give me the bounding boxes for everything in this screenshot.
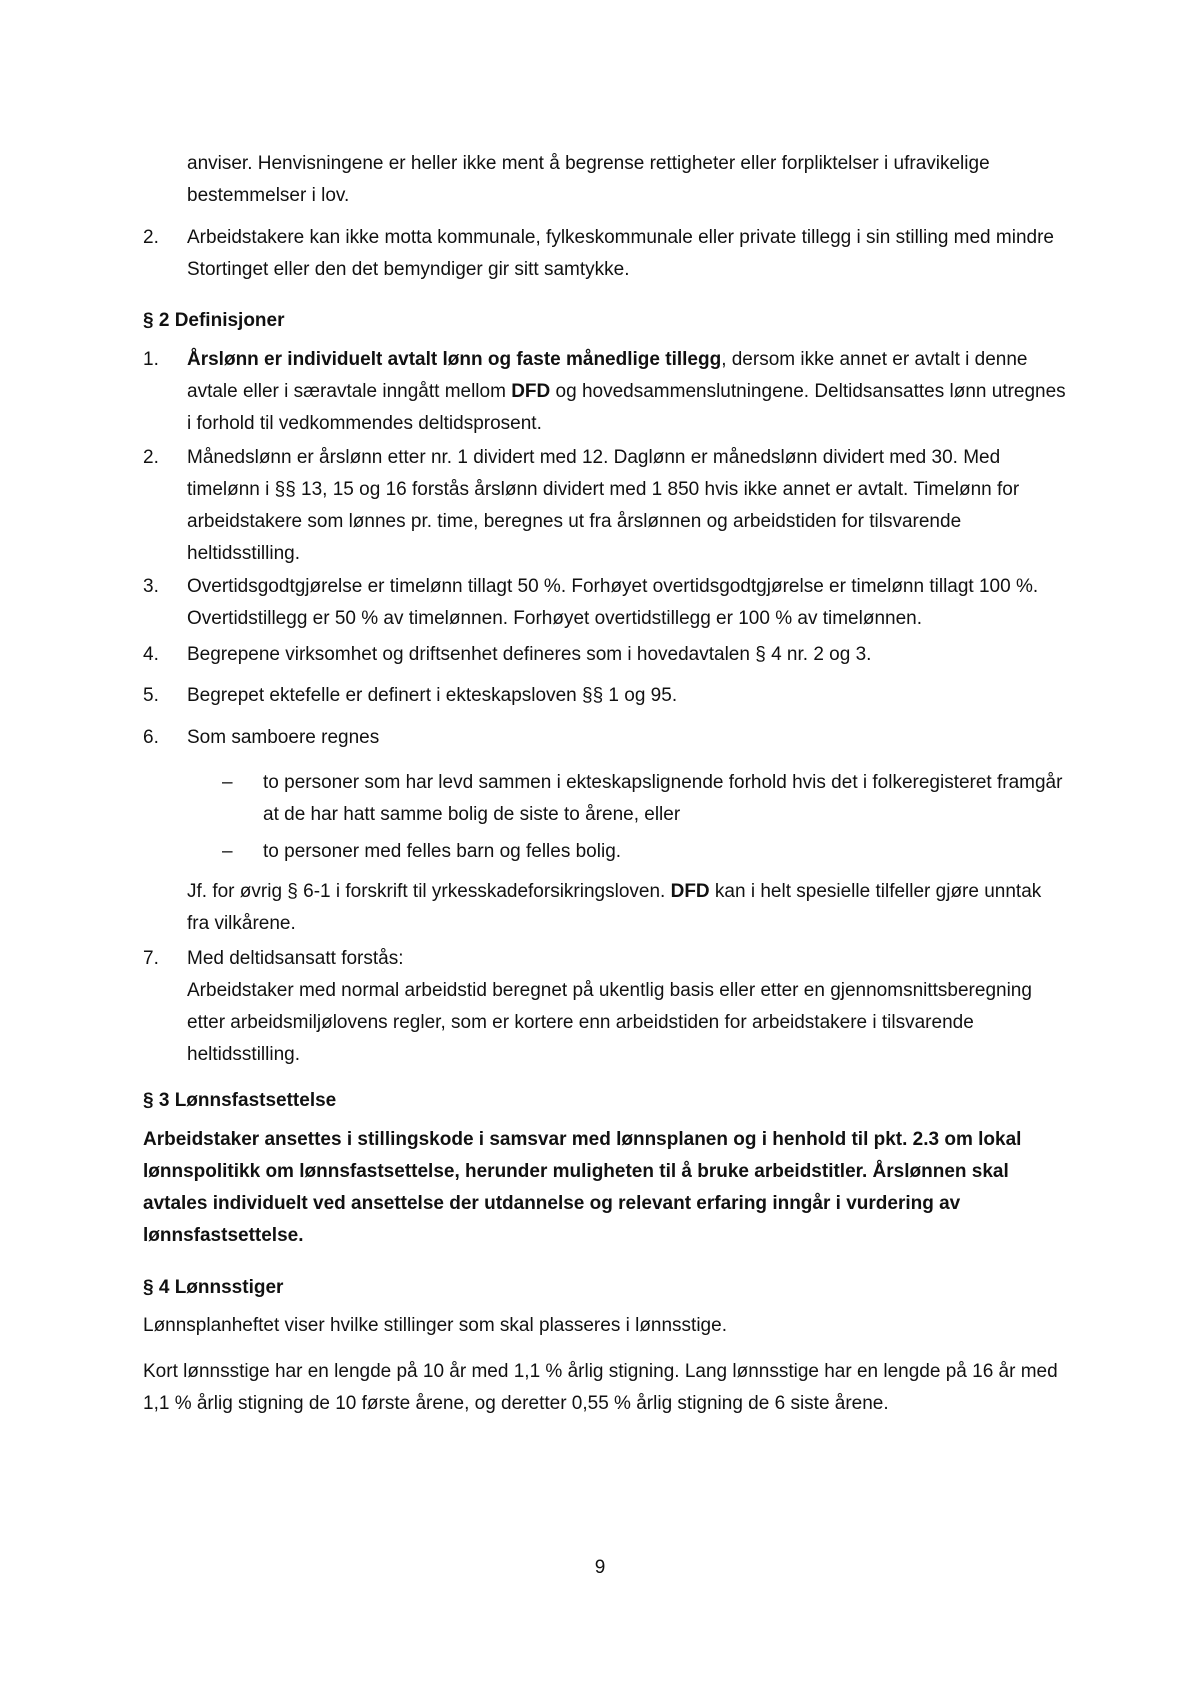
- section-heading-2: § 2 Definisjoner: [143, 310, 285, 331]
- list-text: Arbeidstakere kan ikke motta kommunale, fylkeskommunale eller private tillegg i sin stilling med mindre Stortinget eller den det bemyndiger gir sitt samtykke.: [187, 227, 1054, 280]
- section-heading-4: § 4 Lønnsstiger: [143, 1277, 284, 1298]
- section-heading-3: § 3 Lønnsfastsettelse: [143, 1090, 337, 1111]
- continued-paragraph: [187, 148, 1067, 212]
- list-text: Månedslønn er årslønn etter nr. 1 dividert med 12. Daglønn er månedslønn dividert med 30. Med timelønn i §§ 13, 15 og 16 forstås årslønn dividert med 1 850 hvis ikke annet er avtalt. Timelønn for arbeidstakere som lønnes pr. time, beregnes ut fra årslønnen og arbeidstiden for tilsvarende heltidsstilling.: [187, 447, 1020, 564]
- list-text: Begrepet ektefelle er definert i ekteskapsloven §§ 1 og 95.: [187, 685, 678, 706]
- list-text: [187, 344, 1067, 440]
- list-number: 4.: [143, 644, 159, 665]
- bold-term: Årslønn er individuelt avtalt lønn og faste månedlige tillegg: [187, 349, 722, 370]
- list-text: Overtidsgodtgjørelse er timelønn tillagt 50 %. Forhøyet overtidsgodtgjørelse er timelønn tillagt 100 %. Overtidstillegg er 50 % av timelønnen. Forhøyet overtidstillegg er 100 % av timelønnen.: [187, 576, 1039, 629]
- dash-text: to personer med felles barn og felles bolig.: [263, 841, 622, 862]
- samboer-note: [187, 876, 1067, 940]
- text-part: og hovedsammenslutningene. Deltidsansattes lønn utregnes i forhold til vedkommendes deltidsprosent.: [187, 381, 1066, 434]
- list-number: 2.: [143, 447, 159, 468]
- section-4-paragraph-1: Lønnsplanheftet viser hvilke stillinger som skal plasseres i lønnsstige.: [143, 1315, 727, 1336]
- list-number: 3.: [143, 576, 159, 597]
- dash-bullet: –: [222, 772, 233, 793]
- list-number: 6.: [143, 727, 159, 748]
- dash-bullet: –: [222, 841, 233, 862]
- list-text: Som samboere regnes: [187, 727, 380, 748]
- list-line: Med deltidsansatt forstås:: [187, 948, 404, 969]
- dfd-abbr: DFD: [670, 881, 710, 902]
- list-text: Begrepene virksomhet og driftsenhet defineres som i hovedavtalen § 4 nr. 2 og 3.: [187, 644, 872, 665]
- dfd-abbr: DFD: [511, 381, 551, 402]
- page-number: 9: [594, 1557, 606, 1578]
- list-number: 7.: [143, 948, 159, 969]
- list-number: 2.: [143, 227, 159, 248]
- list-text: Arbeidstaker med normal arbeidstid beregnet på ukentlig basis eller etter en gjennomsnittsberegning etter arbeidsmiljølovens regler, som er kortere enn arbeidstiden for arbeidstakere i tilsvarende heltidsstilling.: [187, 980, 1032, 1065]
- text-part: kan i helt spesielle tilfeller gjøre unntak fra vilkårene.: [187, 881, 1042, 934]
- text-part: Jf. for øvrig § 6-1 i forskrift til yrkesskadeforsikringsloven.: [187, 881, 671, 902]
- text-part: , dersom ikke annet er avtalt i denne avtale eller i særavtale inngått mellom: [187, 349, 1028, 402]
- continued-text: anviser. Henvisningene er heller ikke ment å begrense rettigheter eller forpliktelser i ufravikelige bestemmelser i lov.: [187, 153, 990, 206]
- section-3-text: Arbeidstaker ansettes i stillingskode i samsvar med lønnsplanen og i henhold til pkt. 2.3 om lokal lønnspolitikk om lønnsfastsettelse, herunder muligheten til å bruke arbeidstitler. Årslønnen skal avtales individuelt ved ansettelse der utdannelse og relevant erfaring inngår i vurdering av lønnsfastsettelse.: [143, 1129, 1022, 1246]
- list-number: 1.: [143, 349, 159, 370]
- list-number: 5.: [143, 685, 159, 706]
- section-4-paragraph-2: Kort lønnsstige har en lengde på 10 år med 1,1 % årlig stigning. Lang lønnsstige har en lengde på 16 år med 1,1 % årlig stigning de 10 første årene, og deretter 0,55 % årlig stigning de 6 siste årene.: [143, 1361, 1058, 1414]
- dash-text: to personer som har levd sammen i ekteskapslignende forhold hvis det i folkeregisteret framgår at de har hatt samme bolig de siste to årene, eller: [263, 772, 1063, 825]
